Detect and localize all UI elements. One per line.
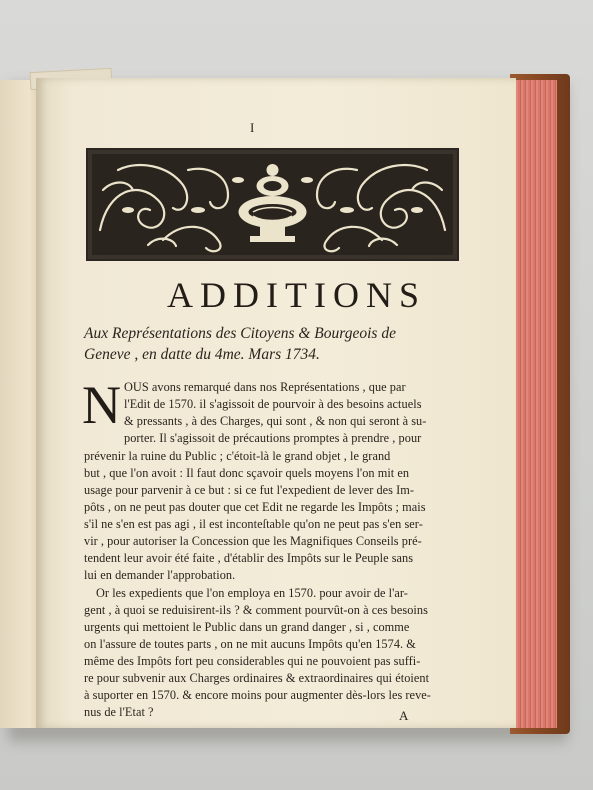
body-line: OUS avons remarqué dans nos Représentations , que par [124,380,406,394]
body-line: usage pour parvenir à ce but : si ce fut l'expedient de lever des Im- [84,483,415,497]
body-line: vir , pour autoriser la Concession que les Magnifiques Conseils pré- [84,534,422,548]
body-line: lui en demander l'approbation. [84,568,236,582]
body-line: & pressants , à des Charges, qui sont , & non qui seront à su- [124,414,427,428]
body-line: on l'assure de toutes parts , on ne mit aucuns Impôts qu'en 1574. & [84,637,416,651]
body-line: porter. Il s'agissoit de précautions promptes à prendre , pour [124,431,422,445]
body-line: à suporter en 1570. & encore moins pour augmenter dès-lors les reve- [84,688,431,702]
page-title: ADDITIONS [167,275,426,315]
ornament-headpiece [86,148,459,261]
body-line: gent , à quoi se reduisirent-ils ? & comment pourvût-on à ces besoins [84,603,428,617]
red-page-edges [512,80,557,728]
body-line: prévenir la ruine du Public ; c'étoit-là le grand objet , le grand [84,449,391,463]
body-line: Or les expedients que l'on employa en 1570. pour avoir de l'ar- [96,586,408,600]
body-line: but , que l'on avoit : Il faut donc sçavoir quels moyens l'on mit en [84,466,410,480]
body-line: s'il ne s'en est pas agi , il est inconteſtable qu'on ne peut pas s'en ser- [84,517,423,531]
subtitle-line-2: Geneve , en datte du 4me. Mars 1734. [84,346,320,363]
body-line: nus de l'Etat ? [84,705,154,719]
body-line: pôts , on ne peut pas douter que cet Edit ne regarde les Impôts ; mais [84,500,426,514]
page-number: I [250,120,255,135]
drop-cap: N [82,375,121,435]
body-line: urgents qui mettoient le Public dans un grand danger , si , comme [84,620,410,634]
body-line: re pour subvenir aux Charges ordinaires & extraordinaires qui étoient [84,671,430,685]
signature-mark: A [399,708,409,723]
body-line: l'Edit de 1570. il s'agissoit de pourvoir à des besoins actuels [124,397,422,411]
body-line: même des Impôts fort peu considerables qui ne pouvoient pas suffi- [84,654,421,668]
subtitle-line-1: Aux Représentations des Citoyens & Bourgeois de [84,325,396,342]
body-line: tendent leur avoir été faite , d'établir des Impôts sur le Peuple sans [84,551,414,565]
